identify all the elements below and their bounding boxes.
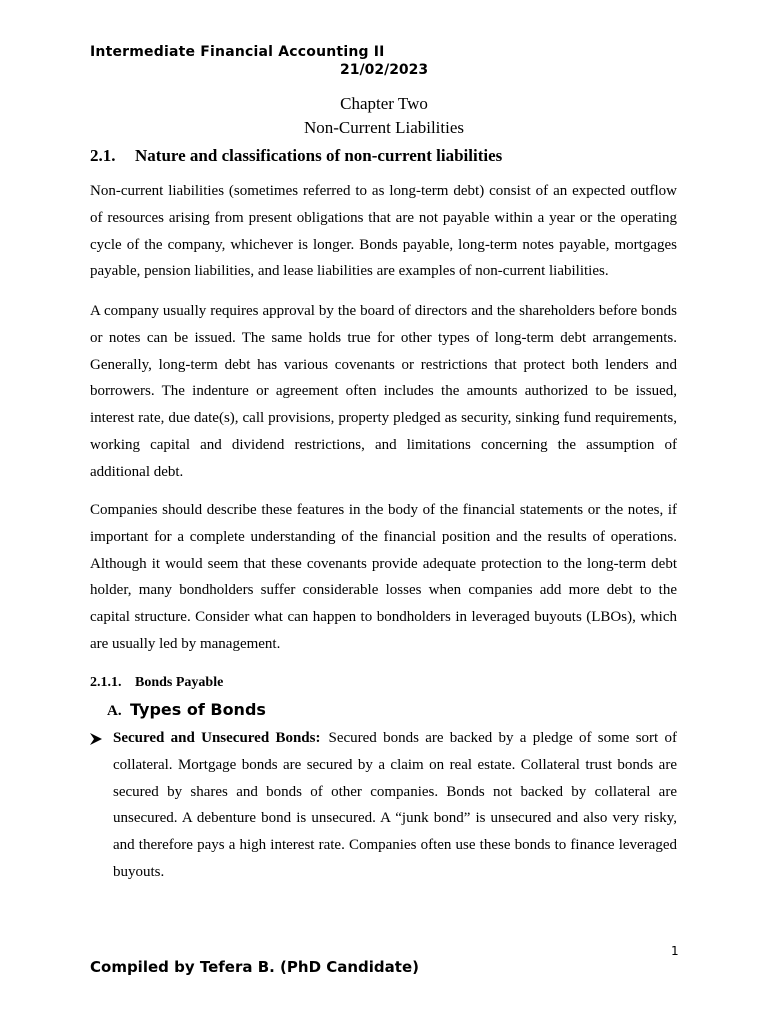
chapter-subtitle: Non-Current Liabilities [303, 118, 465, 137]
chapter-title: Chapter Two [340, 94, 428, 113]
paragraph-2: A company usually requires approval by the board of directors and the shareholders before bonds or notes can be issued. The same holds true for other types of long-term debt arrangements. Generally, long-term debt has various covenants or restrictions that protect both lenders and borrowers. The indenture or agreement often includes the amounts authorized to be issued, interest rate, due date(s), call provisions, property pledged as security, sinking fund requirements, working capital and dividend restrictions, and limitations concerning the assumption of additional debt. [90, 303, 677, 480]
section-number: 2.1. [90, 146, 116, 165]
list-heading [107, 700, 266, 720]
footer-compiled-by: Compiled by Tefera B. (PhD Candidate) [90, 958, 419, 976]
section-heading [90, 146, 502, 166]
bullet-lead: Secured and Unsecured Bonds: [113, 730, 321, 746]
list-heading-letter: A. [107, 703, 122, 719]
list-heading-title: Types of Bonds [130, 700, 266, 719]
bullet-text: Secured bonds are backed by a pledge of some sort of collateral. Mortgage bonds are secured by a claim on real estate. Collateral trust bonds are secured by shares and bonds of other companies. Bonds not backed by collateral are unsecured. A debenture bond is unsecured. A “junk bond” is unsecured and also very risky, and therefore pays a high interest rate. Companies often use these bonds to finance leveraged buyouts. [113, 730, 677, 880]
subsection-number: 2.1.1. [90, 675, 122, 690]
header-date: 21/02/2023 [340, 62, 429, 78]
subsection-title: Bonds Payable [135, 675, 224, 690]
subsection-heading [90, 675, 223, 691]
paragraph-3: Companies should describe these features in the body of the financial statements or the notes, if important for a complete understanding of the financial position and the results of operations. Although it would seem that these covenants provide adequate protection to the long-term debt holder, many bondholders suffer considerable losses when companies add more debt to the capital structure. Consider what can happen to bondholders in leveraged buyouts (LBOs), which are usually led by management. [90, 502, 677, 652]
header-course-title: Intermediate Financial Accounting II [90, 44, 385, 60]
bullet-item-secured-unsecured [113, 725, 677, 886]
page-number: 1 [671, 944, 679, 958]
section-title: Nature and classifications of non-current liabilities [135, 146, 503, 165]
arrowhead-bullet-icon [89, 732, 103, 746]
paragraph-1: Non-current liabilities (sometimes referred to as long-term debt) consist of an expected outflow of resources arising from present obligations that are not payable within a year or the operating cycle of the company, whichever is longer. Bonds payable, long-term notes payable, mortgages payable, pension liabilities, and lease liabilities are examples of non-current liabilities. [90, 183, 677, 280]
